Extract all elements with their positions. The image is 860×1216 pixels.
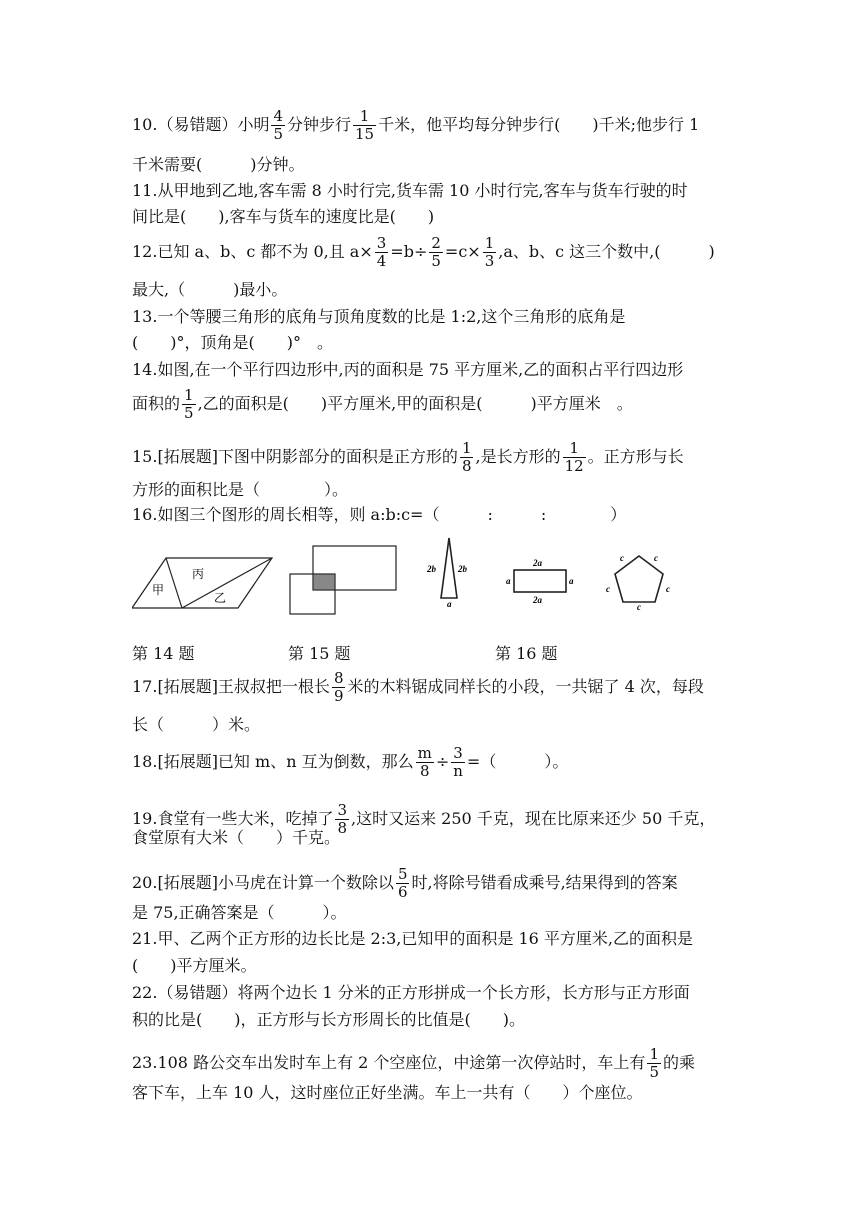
- label-a-left: a: [506, 576, 511, 586]
- question-12-line-1: 12.已知 a、b、c 都不为 0,且 a× $\frac{3}{4}$ =b÷ $\frac{2}{5}$ =c× $\frac{1}{3}$ ,a、b、c 这三个数中,( ): [132, 234, 715, 270]
- question-19-line-1: 19.食堂有一些大米，吃掉了 $\frac{3}{8}$ ,这时又运来 250 千克，现在比原来还少 50 千克，: [132, 801, 716, 837]
- fraction: $\frac{3}{8}$: [337, 801, 347, 837]
- question-17-line-2: 长（ ）米。: [132, 715, 261, 734]
- question-21-line-2: ( )平方厘米。: [132, 956, 257, 975]
- question-16: 16.如图三个图形的周长相等，则 a:b:c=（ : : ）: [132, 505, 627, 524]
- label-a-right: a: [569, 576, 574, 586]
- figure-15-squares: [288, 545, 398, 615]
- question-14-line-1: 14.如图,在一个平行四边形中,丙的面积是 75 平方厘米,乙的面积占平行四边形: [132, 360, 684, 379]
- fraction: $\frac{1}{3}$: [484, 234, 495, 270]
- question-13-line-2: ( )°，顶角是( )° 。: [132, 333, 333, 352]
- question-11-line-2: 间比是( ),客车与货车的速度比是( ): [132, 207, 435, 226]
- caption-14: 第 14 题: [132, 644, 195, 663]
- label-c-1: c: [620, 553, 624, 563]
- label-2b-right: 2b: [458, 564, 467, 574]
- label-c-4: c: [666, 584, 670, 594]
- label-c-3: c: [606, 584, 610, 594]
- question-20-line-2: 是 75,正确答案是（ ）。: [132, 903, 347, 922]
- caption-15: 第 15 题: [288, 644, 351, 663]
- figure-16-pentagon: [605, 548, 675, 610]
- figure-16-rectangle: [503, 556, 579, 606]
- fraction: $\frac{3}{4}$: [376, 234, 387, 270]
- figure-16-triangle: [425, 536, 471, 608]
- fraction: $\frac{2}{5}$: [431, 234, 441, 270]
- question-20-line-1: 20.[拓展题]小马虎在计算一个数除以 $\frac{5}{6}$ 时,将除号错看成乘号,结果得到的答案: [132, 865, 678, 901]
- fraction: $\frac{3}{n}$: [453, 744, 463, 780]
- figure-14-parallelogram: [132, 556, 274, 610]
- question-21-line-1: 21.甲、乙两个正方形的边长比是 2:3,已知甲的面积是 16 平方厘米,乙的面积是: [132, 929, 693, 948]
- question-15-line-2: 方形的面积比是（ ）。: [132, 480, 349, 499]
- question-14-line-2: 面积的 $\frac{1}{5}$ ,乙的面积是( )平方厘米,甲的面积是( )平方厘米 。: [132, 386, 633, 422]
- question-17-line-1: 17.[拓展题]王叔叔把一根长 $\frac{8}{9}$ 米的木料锯成同样长的小段，一共锯了 4 次，每段: [132, 669, 704, 705]
- fraction: $\frac{1}{15}$: [355, 107, 375, 143]
- question-22-line-2: 积的比是( )，正方形与长方形周长的比值是( )。: [132, 1010, 525, 1029]
- question-22-line-1: 22.（易错题）将两个边长 1 分米的正方形拼成一个长方形，长方形与正方形面: [132, 983, 690, 1002]
- label-c-5: c: [637, 602, 641, 610]
- label-2a-top: 2a: [533, 558, 542, 568]
- fraction: $\frac{1}{8}$: [461, 439, 472, 475]
- label-2b-left: 2b: [427, 564, 436, 574]
- question-13-line-1: 13.一个等腰三角形的底角与顶角度数的比是 1:2,这个三角形的底角是: [132, 307, 626, 326]
- fraction: $\frac{8}{9}$: [333, 669, 344, 705]
- label-yi: 乙: [214, 591, 227, 605]
- question-19-line-2: 食堂原有大米（ ）千克。: [132, 828, 341, 847]
- label-bing: 丙: [192, 567, 205, 581]
- label-a-base: a: [447, 599, 452, 608]
- fraction: $\frac{m}{8}$: [417, 744, 432, 780]
- question-11-line-1: 11.从甲地到乙地,客车需 8 小时行完,货车需 10 小时行完,客车与货车行驶的时: [132, 181, 688, 200]
- label-2a-bottom: 2a: [533, 595, 542, 605]
- question-23-line-1: 23.108 路公交车出发时车上有 2 个空座位，中途第一次停站时，车上有 $\frac{1}{5}$ 的乘: [132, 1045, 695, 1081]
- question-15-line-1: 15.[拓展题]下图中阴影部分的面积是正方形的 $\frac{1}{8}$ ,是长方形的 $\frac{1}{12}$ 。正方形与长: [132, 439, 684, 475]
- question-12-line-2: 最大,（ )最小。: [132, 280, 288, 299]
- question-10-line-2: 千米需要( )分钟。: [132, 155, 305, 174]
- caption-16: 第 16 题: [495, 644, 558, 663]
- question-23-line-2: 客下车，上车 10 人，这时座位正好坐满。车上一共有（ ）个座位。: [132, 1083, 643, 1102]
- fraction: $\frac{5}{6}$: [397, 865, 408, 901]
- fraction: $\frac{4}{5}$: [273, 107, 283, 143]
- fraction: $\frac{1}{5}$: [184, 386, 194, 422]
- fraction: $\frac{1}{12}$: [564, 439, 584, 475]
- question-18: 18.[拓展题]已知 m、n 互为倒数，那么 $\frac{m}{8}$ ÷ $\frac{3}{n}$ =（ ）。: [132, 744, 569, 780]
- label-c-2: c: [654, 553, 658, 563]
- fraction: $\frac{1}{5}$: [649, 1045, 659, 1081]
- label-jia: 甲: [152, 583, 165, 597]
- question-10-line-1: 10.（易错题）小明 $\frac{4}{5}$ 分钟步行 $\frac{1}{15}$ 千米，他平均每分钟步行( )千米;他步行 1: [132, 107, 700, 143]
